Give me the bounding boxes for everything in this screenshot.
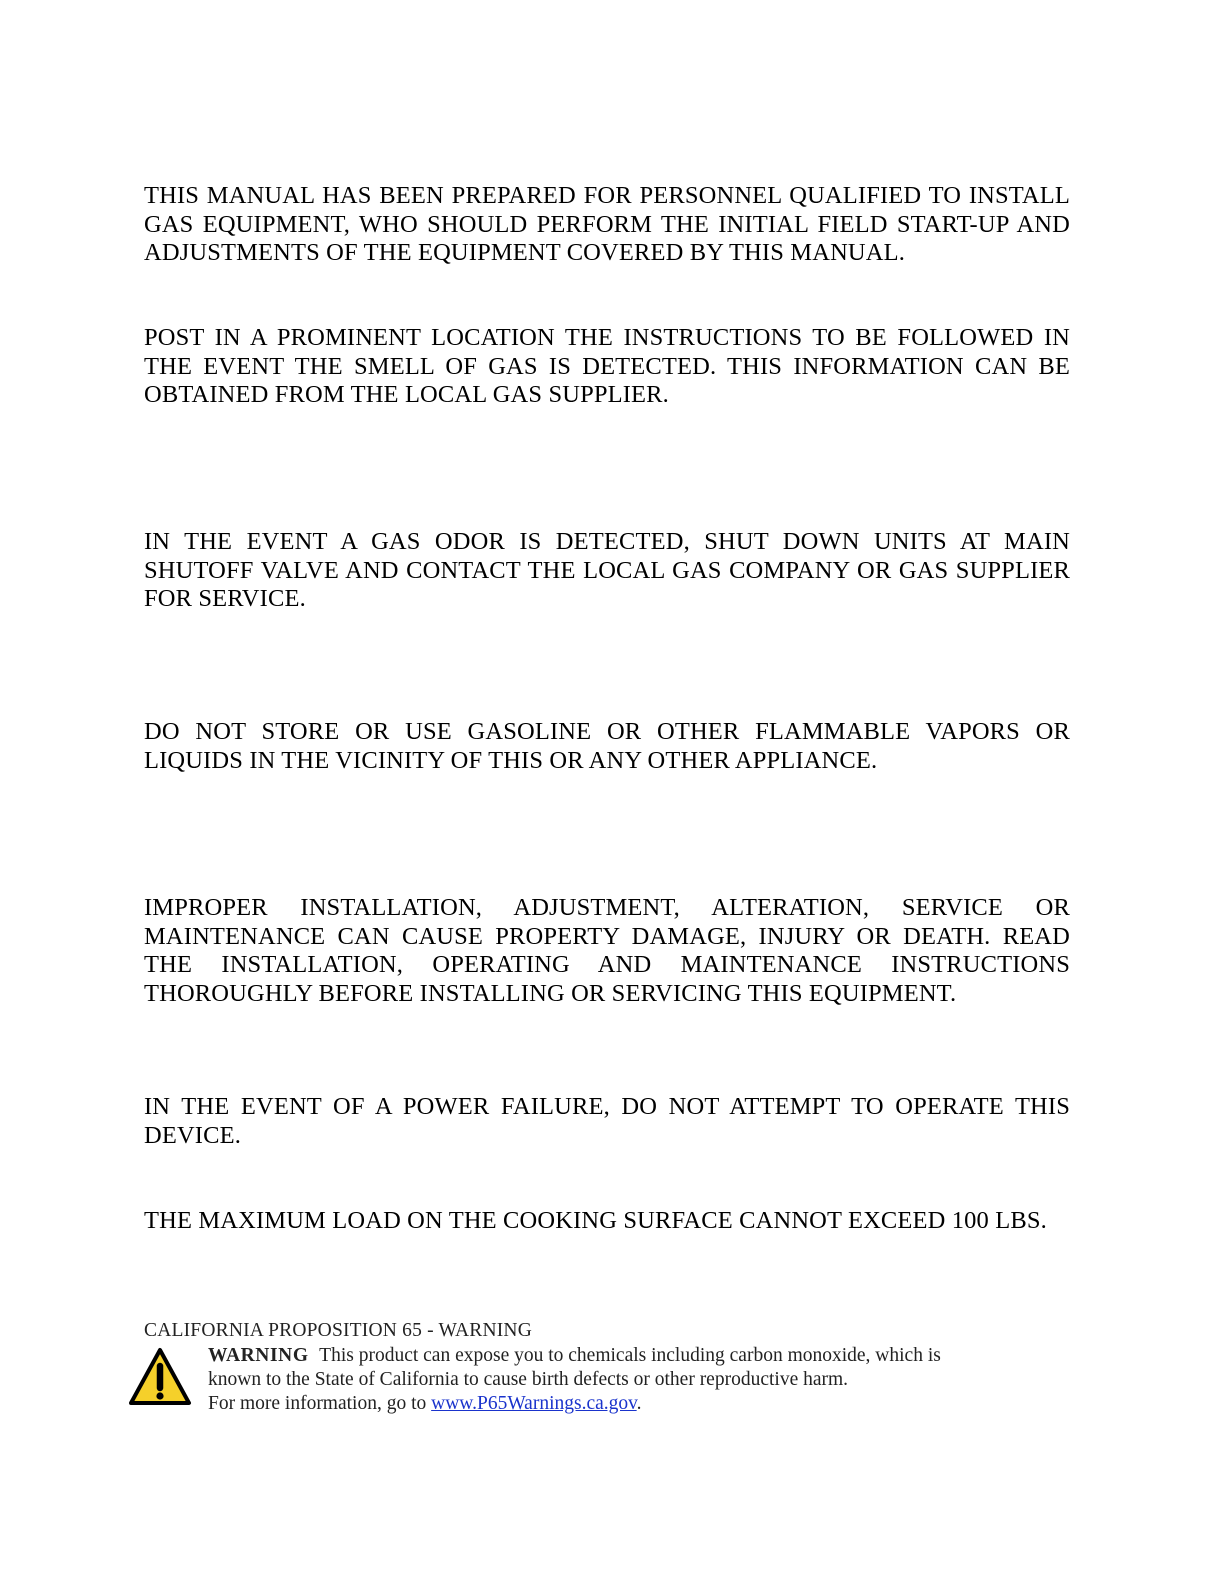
improper-installation-notice: IMPROPER INSTALLATION, ADJUSTMENT, ALTERATION, SERVICE OR MAINTENANCE CAN CAUSE PROPERTY DAMAGE, INJURY OR DEATH. READ THE INSTALLATION, OPERATING AND MAINTENANCE INSTRUCTIONS THOROUGHLY BEFORE INSTALLING OR SERVICING THIS EQUIPMENT.	[144, 894, 1070, 1007]
gas-smell-instructions-notice: POST IN A PROMINENT LOCATION THE INSTRUCTIONS TO BE FOLLOWED IN THE EVENT THE SMELL OF GAS IS DETECTED. THIS INFORMATION CAN BE OBTAINED FROM THE LOCAL GAS SUPPLIER.	[144, 324, 1070, 409]
prop65-period: .	[636, 1393, 642, 1414]
prop65-warning-text	[208, 1344, 1048, 1416]
flammable-vapors-notice: DO NOT STORE OR USE GASOLINE OR OTHER FLAMMABLE VAPORS OR LIQUIDS IN THE VICINITY OF THIS OR ANY OTHER APPLIANCE.	[144, 718, 1070, 774]
prop65-line-2: known to the State of California to cause birth defects or other reproductive harm.	[208, 1369, 849, 1390]
prop65-line-1	[208, 1344, 1048, 1368]
p65-warnings-link[interactable]: www.P65Warnings.ca.gov	[431, 1393, 637, 1414]
gas-odor-shutdown-notice: IN THE EVENT A GAS ODOR IS DETECTED, SHUT DOWN UNITS AT MAIN SHUTOFF VALVE AND CONTACT THE LOCAL GAS COMPANY OR GAS SUPPLIER FOR SERVICE.	[144, 528, 1070, 613]
maximum-load-notice: THE MAXIMUM LOAD ON THE COOKING SURFACE CANNOT EXCEED 100 LBS.	[144, 1207, 1047, 1234]
warning-triangle-icon	[128, 1346, 192, 1408]
prop65-line-3	[208, 1392, 1048, 1416]
power-failure-notice: IN THE EVENT OF A POWER FAILURE, DO NOT ATTEMPT TO OPERATE THIS DEVICE.	[144, 1093, 1070, 1149]
prop65-warning-word: WARNING	[208, 1345, 309, 1366]
prop65-line-1-text: This product can expose you to chemicals including carbon monoxide, which is	[319, 1345, 941, 1366]
prop65-heading: CALIFORNIA PROPOSITION 65 - WARNING	[144, 1320, 532, 1341]
prop65-more-info-text: For more information, go to	[208, 1393, 432, 1414]
qualified-personnel-notice: THIS MANUAL HAS BEEN PREPARED FOR PERSONNEL QUALIFIED TO INSTALL GAS EQUIPMENT, WHO SHOULD PERFORM THE INITIAL FIELD START-UP AND ADJUSTMENTS OF THE EQUIPMENT COVERED BY THIS MANUAL.	[144, 182, 1070, 267]
